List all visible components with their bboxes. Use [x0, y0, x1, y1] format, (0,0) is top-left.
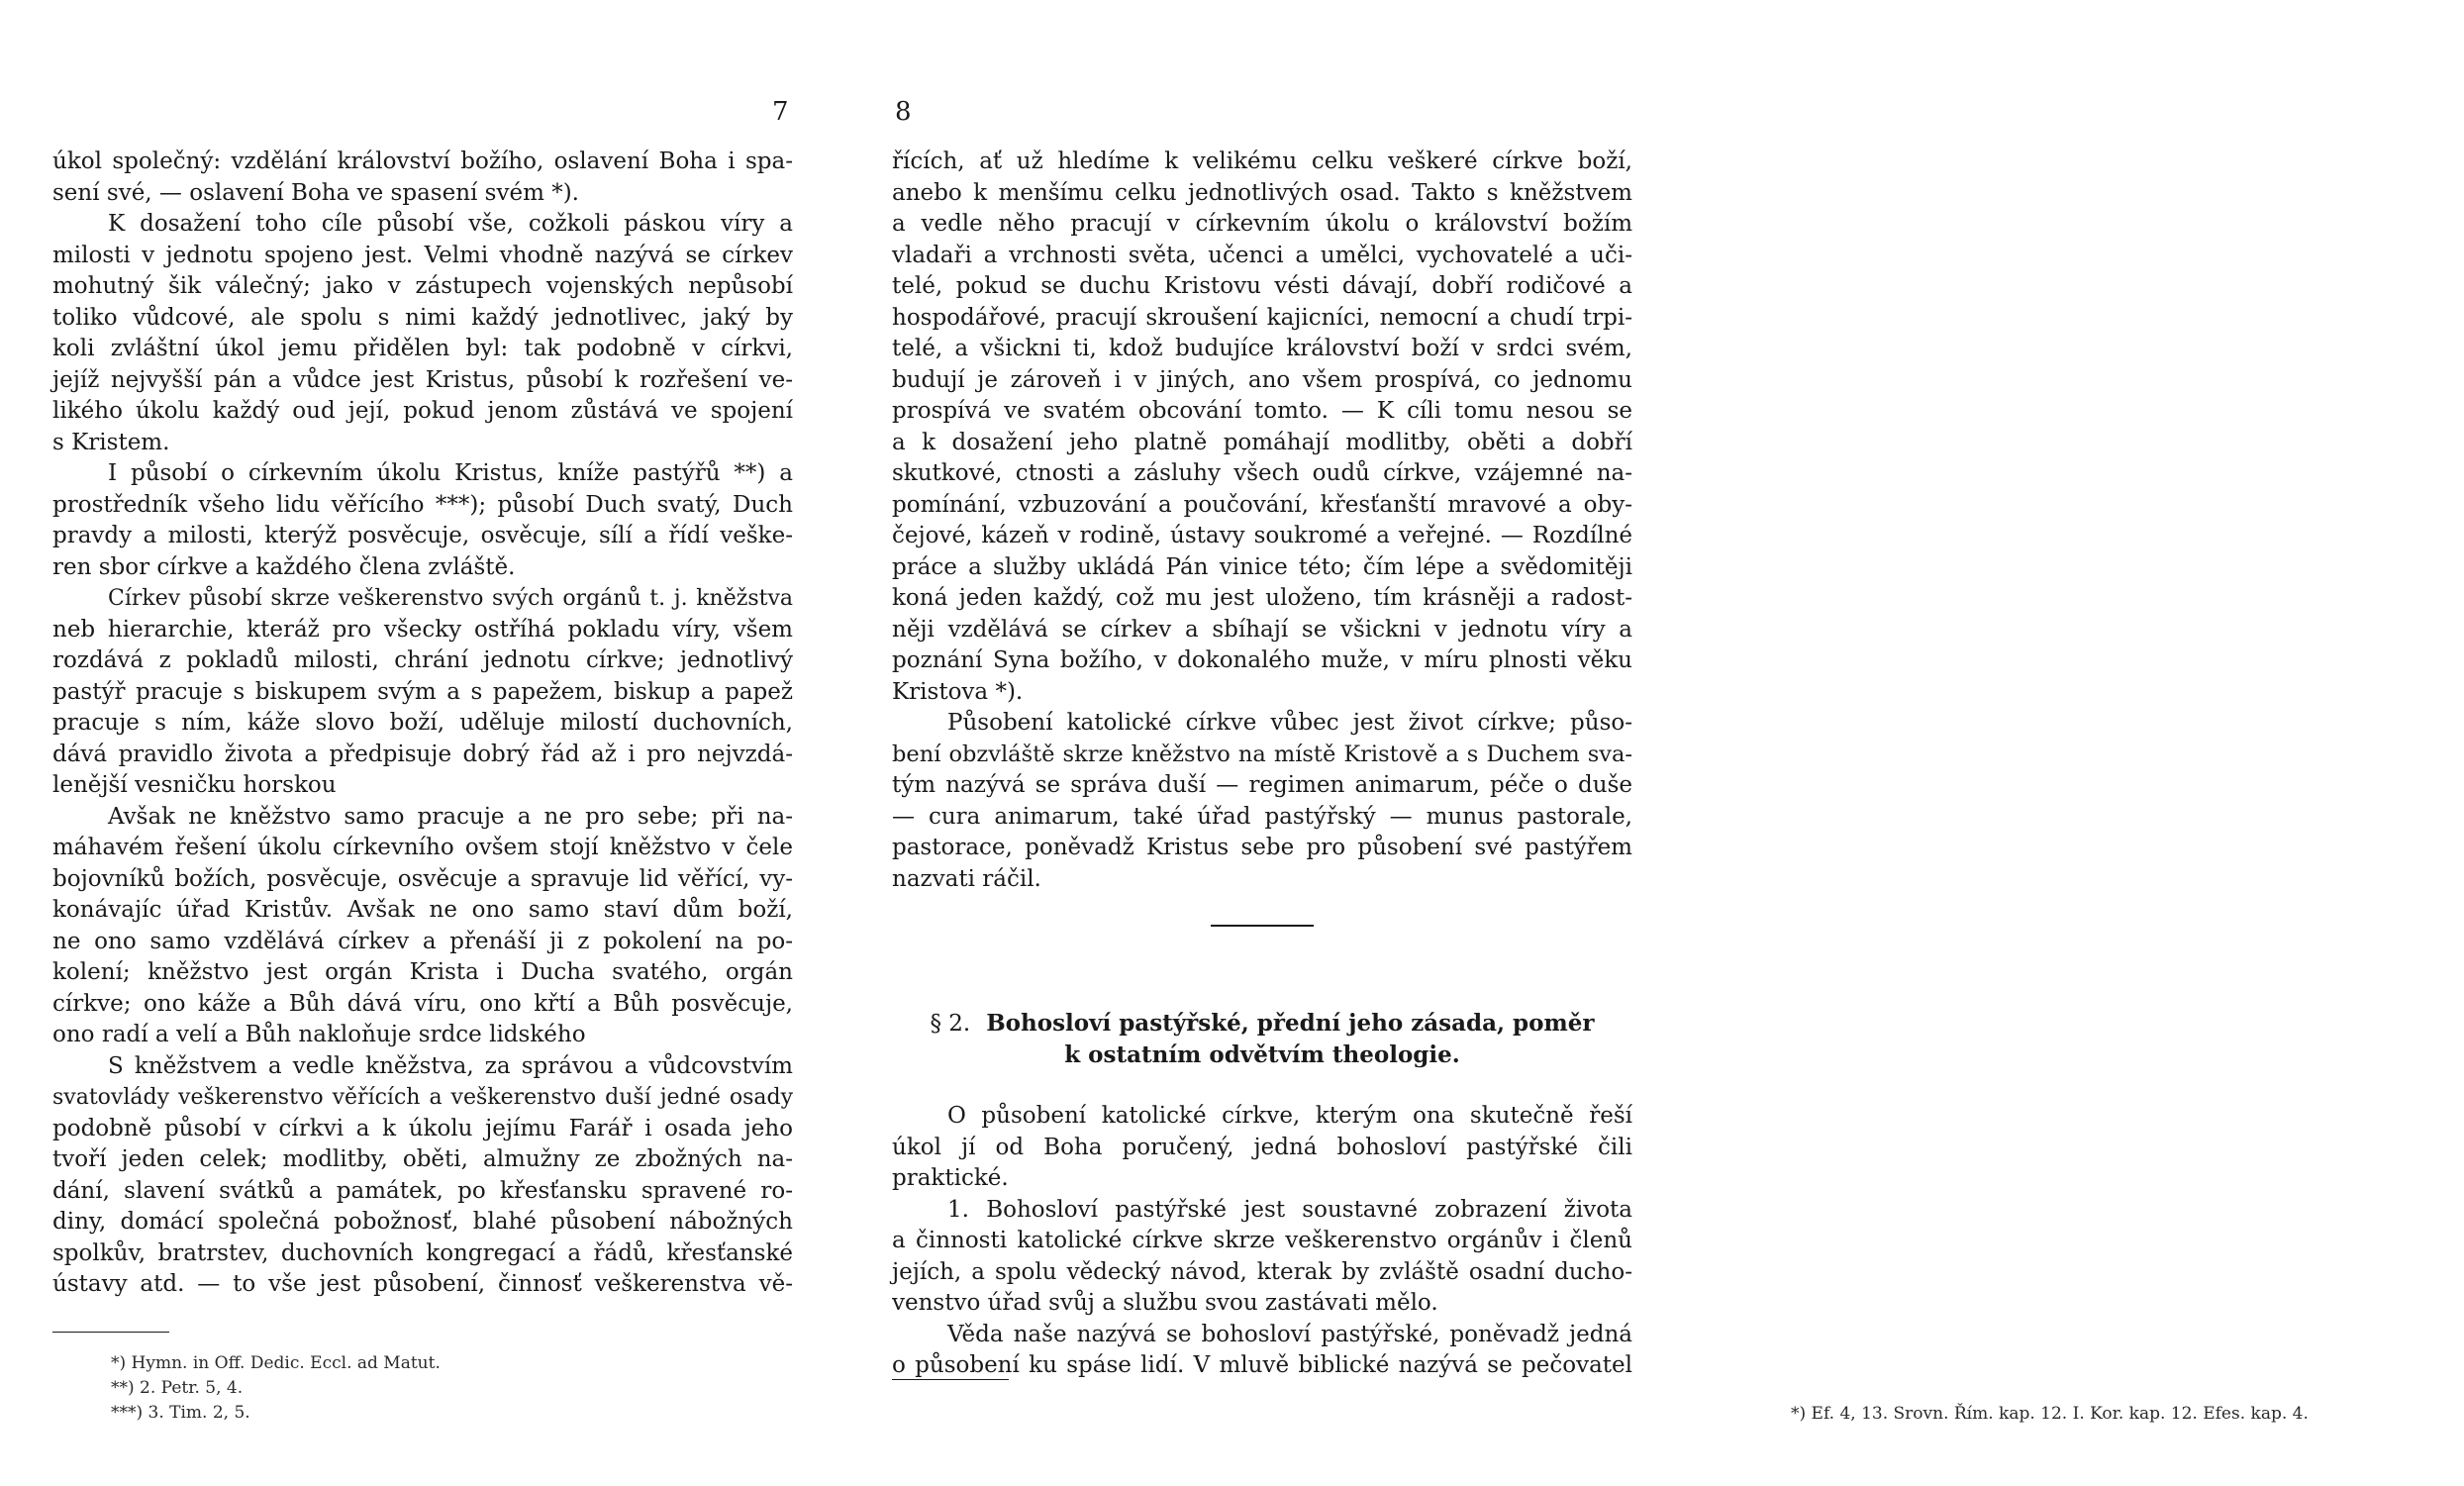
text-line: kolení; kněžstvo jest orgán Krista i Ducha svatého, orgán — [52, 959, 793, 985]
text-line: úkol společný: vzdělání království božího, oslavení Boha i spa- — [52, 149, 793, 174]
text-line: církve; ono káže a Bůh dává víru, ono křtí a Bůh posvěcuje, — [52, 990, 793, 1017]
footnote: **) 2. Petr. 5, 4. — [111, 1378, 244, 1398]
section-number: § 2. — [930, 1011, 971, 1037]
text-line: O působení katolické církve, kterým ona skutečně řeší — [947, 1103, 1632, 1129]
left-page — [0, 0, 836, 1486]
footnotes-left — [111, 1351, 441, 1426]
text-line: telé, a všickni ti, kdož budujíce království boží v srdci svém, — [892, 336, 1632, 361]
footnote: *) Hymn. in Off. Dedic. Eccl. ad Matut. — [111, 1353, 441, 1373]
text-line: tým nazývá se správa duší — regimen animarum, péče o duše — [892, 772, 1632, 798]
text-line: o působení ku spáse lidí. V mluvě biblické nazývá se pečovatel — [892, 1352, 1632, 1378]
text-line: konávajíc úřad Kristův. Avšak ne ono samo staví dům boží, — [52, 897, 793, 923]
footnotes-right — [1791, 1402, 2464, 1427]
text-line: sení své, — oslavení Boha ve spasení svém *). — [52, 179, 579, 206]
text-line: bojovníků božích, posvěcuje, osvěcuje a spravuje lid věřící, vy- — [52, 865, 793, 892]
text-line: nazvati ráčil. — [892, 865, 1041, 892]
text-line: a činnosti katolické církve skrze veškerenstvo orgánův i členů — [892, 1228, 1632, 1253]
text-line: dání, slavení svátků a památek, po křesťansku spravené ro- — [52, 1177, 793, 1204]
page-number-right: 8 — [895, 97, 912, 127]
text-line: ústavy atd. — to vše jest působení, činnosť veškerenstva vě- — [52, 1271, 793, 1297]
text-line: hospodářové, pracují skroušení kajicníci, nemocní a chudí trpi- — [892, 304, 1632, 331]
text-line: lenější vesničku horskou — [52, 772, 337, 798]
text-line: — cura animarum, také úřad pastýřský — munus pastorale, — [892, 803, 1632, 830]
text-line: diny, domácí společná pobožnosť, blahé působení nábožných — [52, 1209, 793, 1235]
text-line: pravdy a milosti, kterýž posvěcuje, osvěcuje, sílí a řídí veške- — [52, 523, 793, 548]
text-line: pastorace, poněvadž Kristus sebe pro působení své pastýřem — [892, 835, 1632, 860]
text-line: Avšak ne kněžstvo samo pracuje a ne pro sebe; při na- — [108, 803, 793, 830]
section-title-line-2: k ostatním odvětvím theologie. — [1064, 1041, 1460, 1068]
text-line: vladaři a vrchnosti světa, učenci a umělci, vychovatelé a uči- — [892, 242, 1632, 268]
text-line: koná jeden každý, což mu jest uloženo, tím krásněji a radost- — [892, 585, 1632, 611]
text-line: S kněžstvem a vedle kněžstva, za správou a vůdcovstvím — [108, 1052, 793, 1079]
text-line: pomínání, vzbuzování a poučování, křesťanští mravové a oby- — [892, 491, 1632, 518]
text-line: práce a služby ukládá Pán vinice této; čím lépe a svědomitěji — [892, 553, 1632, 580]
footnote-rule — [892, 1379, 1009, 1380]
text-line: praktické. — [892, 1165, 1009, 1191]
text-line: venstvo úřad svůj a službu svou zastávati mělo. — [892, 1290, 1438, 1316]
left-text-column — [52, 147, 793, 1301]
text-line: neb hierarchie, kteráž pro všecky ostříhá pokladu víry, všem — [52, 616, 793, 643]
text-line: skutkové, ctnosti a zásluhy všech oudů církve, vzájemné na- — [892, 460, 1632, 486]
right-text-column — [892, 147, 1632, 1382]
footnote: *) Ef. 4, 13. Srovn. Řím. kap. 12. I. Kor. kap. 12. Efes. kap. 4. — [1791, 1404, 2309, 1424]
text-line: prostředník všeho lidu věřícího ***); působí Duch svatý, Duch — [52, 491, 793, 518]
text-line: Církev působí skrze veškerenstvo svých orgánů t. j. kněžstva — [108, 586, 793, 611]
text-line: ren sbor církve a každého člena zvláště. — [52, 553, 516, 580]
text-line: I působí o církevním úkolu Kristus, kníže pastýřů **) a — [108, 460, 793, 486]
page-number-left: 7 — [772, 97, 789, 127]
text-line: Působení katolické církve vůbec jest život církve; půso- — [947, 710, 1632, 736]
text-line: spolkův, bratrstev, duchovních kongregací a řádů, křesťanské — [52, 1239, 793, 1266]
text-line: poznání Syna božího, v dokonalého muže, v míru plnosti věku — [892, 647, 1632, 673]
text-line: tvoří jeden celek; modlitby, oběti, almužny ze zbožných na- — [52, 1146, 793, 1172]
text-line: dává pravidlo života a předpisuje dobrý řád až i pro nejvzdá- — [52, 741, 793, 767]
right-page — [836, 0, 2309, 1486]
text-line: a k dosažení jeho platně pomáhají modlitby, oběti a dobří — [892, 429, 1632, 455]
footnote-rule — [52, 1332, 169, 1333]
text-line: máhavém řešení úkolu církevního ovšem stojí kněžstvo v čele — [52, 835, 793, 860]
footnote: ***) 3. Tim. 2, 5. — [111, 1403, 250, 1423]
text-line: 1. Bohosloví pastýřské jest soustavné zobrazení života — [947, 1196, 1632, 1223]
text-line: čejové, kázeň v rodině, ústavy soukromé a veřejné. — Rozdílné — [892, 523, 1632, 548]
text-line: něji vzdělává se církev a sbíhají se všickni v jednotu víry a — [892, 616, 1632, 643]
text-line: milosti v jednotu spojeno jest. Velmi vhodně nazývá se církev — [52, 242, 793, 268]
text-line: ne ono samo vzdělává církev a přenáší ji z pokolení na po- — [52, 928, 793, 954]
text-line: Věda naše nazývá se bohosloví pastýřské, poněvadž jedná — [947, 1321, 1632, 1347]
text-line: Kristova *). — [892, 678, 1024, 705]
text-line: s Kristem. — [52, 429, 170, 455]
text-line: řících, ať už hledíme k velikému celku veškeré církve boží, — [892, 149, 1632, 174]
text-line: anebo k menšímu celku jednotlivých osad. Takto s kněžstvem — [892, 179, 1632, 206]
text-line: mohutný šik válečný; jako v zástupech vojenských nepůsobí — [52, 273, 793, 299]
text-line: svatovlády veškerenstvo věřících a veškerenstvo duší jedné osady — [52, 1085, 793, 1110]
section-divider — [1211, 925, 1314, 927]
text-line: telé, pokud se duchu Kristovu vésti dávají, dobří rodičové a — [892, 273, 1632, 299]
text-line: a vedle něho pracují v církevním úkolu o království božím — [892, 211, 1632, 237]
text-line: likého úkolu každý oud její, pokud jenom zůstává ve spojení — [52, 398, 793, 424]
text-line: bení obzvláště skrze kněžstvo na místě Kristově a s Duchem sva- — [892, 741, 1632, 767]
text-line: K dosažení toho cíle působí vše, cožkoli páskou víry a — [108, 211, 793, 237]
text-line: toliko vůdcové, ale spolu s nimi každý jednotlivec, jaký by — [52, 304, 793, 331]
text-line: jejíž nejvyšší pán a vůdce jest Kristus, působí k rozřešení ve- — [52, 366, 793, 393]
text-line: prospívá ve svatém obcování tomto. — K cíli tomu nesou se — [892, 398, 1632, 424]
text-line: rozdává z pokladů milosti, chrání jednotu církve; jednotlivý — [52, 647, 793, 673]
text-line: pastýř pracuje s biskupem svým a s papežem, biskup a papež — [52, 678, 793, 705]
text-line: koli zvláštní úkol jemu přidělen byl: tak podobně v církvi, — [52, 336, 793, 361]
text-line: jejích, a spolu vědecký návod, kterak by zvláště osadní ducho- — [892, 1258, 1632, 1285]
text-line: ono radí a velí a Bůh nakloňuje srdce lidského — [52, 1022, 586, 1047]
text-line: úkol jí od Boha poručený, jedná bohosloví pastýřské čili — [892, 1134, 1632, 1160]
text-line: pracuje s ním, káže slovo boží, uděluje milostí duchovních, — [52, 710, 793, 736]
text-line: budují je zároveň i v jiných, ano všem prospívá, co jednomu — [892, 366, 1632, 393]
section-heading — [892, 1008, 1632, 1071]
text-line: podobně působí v církvi a k úkolu jejímu Farář i osada jeho — [52, 1115, 793, 1141]
section-title-line-1: Bohosloví pastýřské, přední jeho zásada, poměr — [986, 1010, 1595, 1037]
